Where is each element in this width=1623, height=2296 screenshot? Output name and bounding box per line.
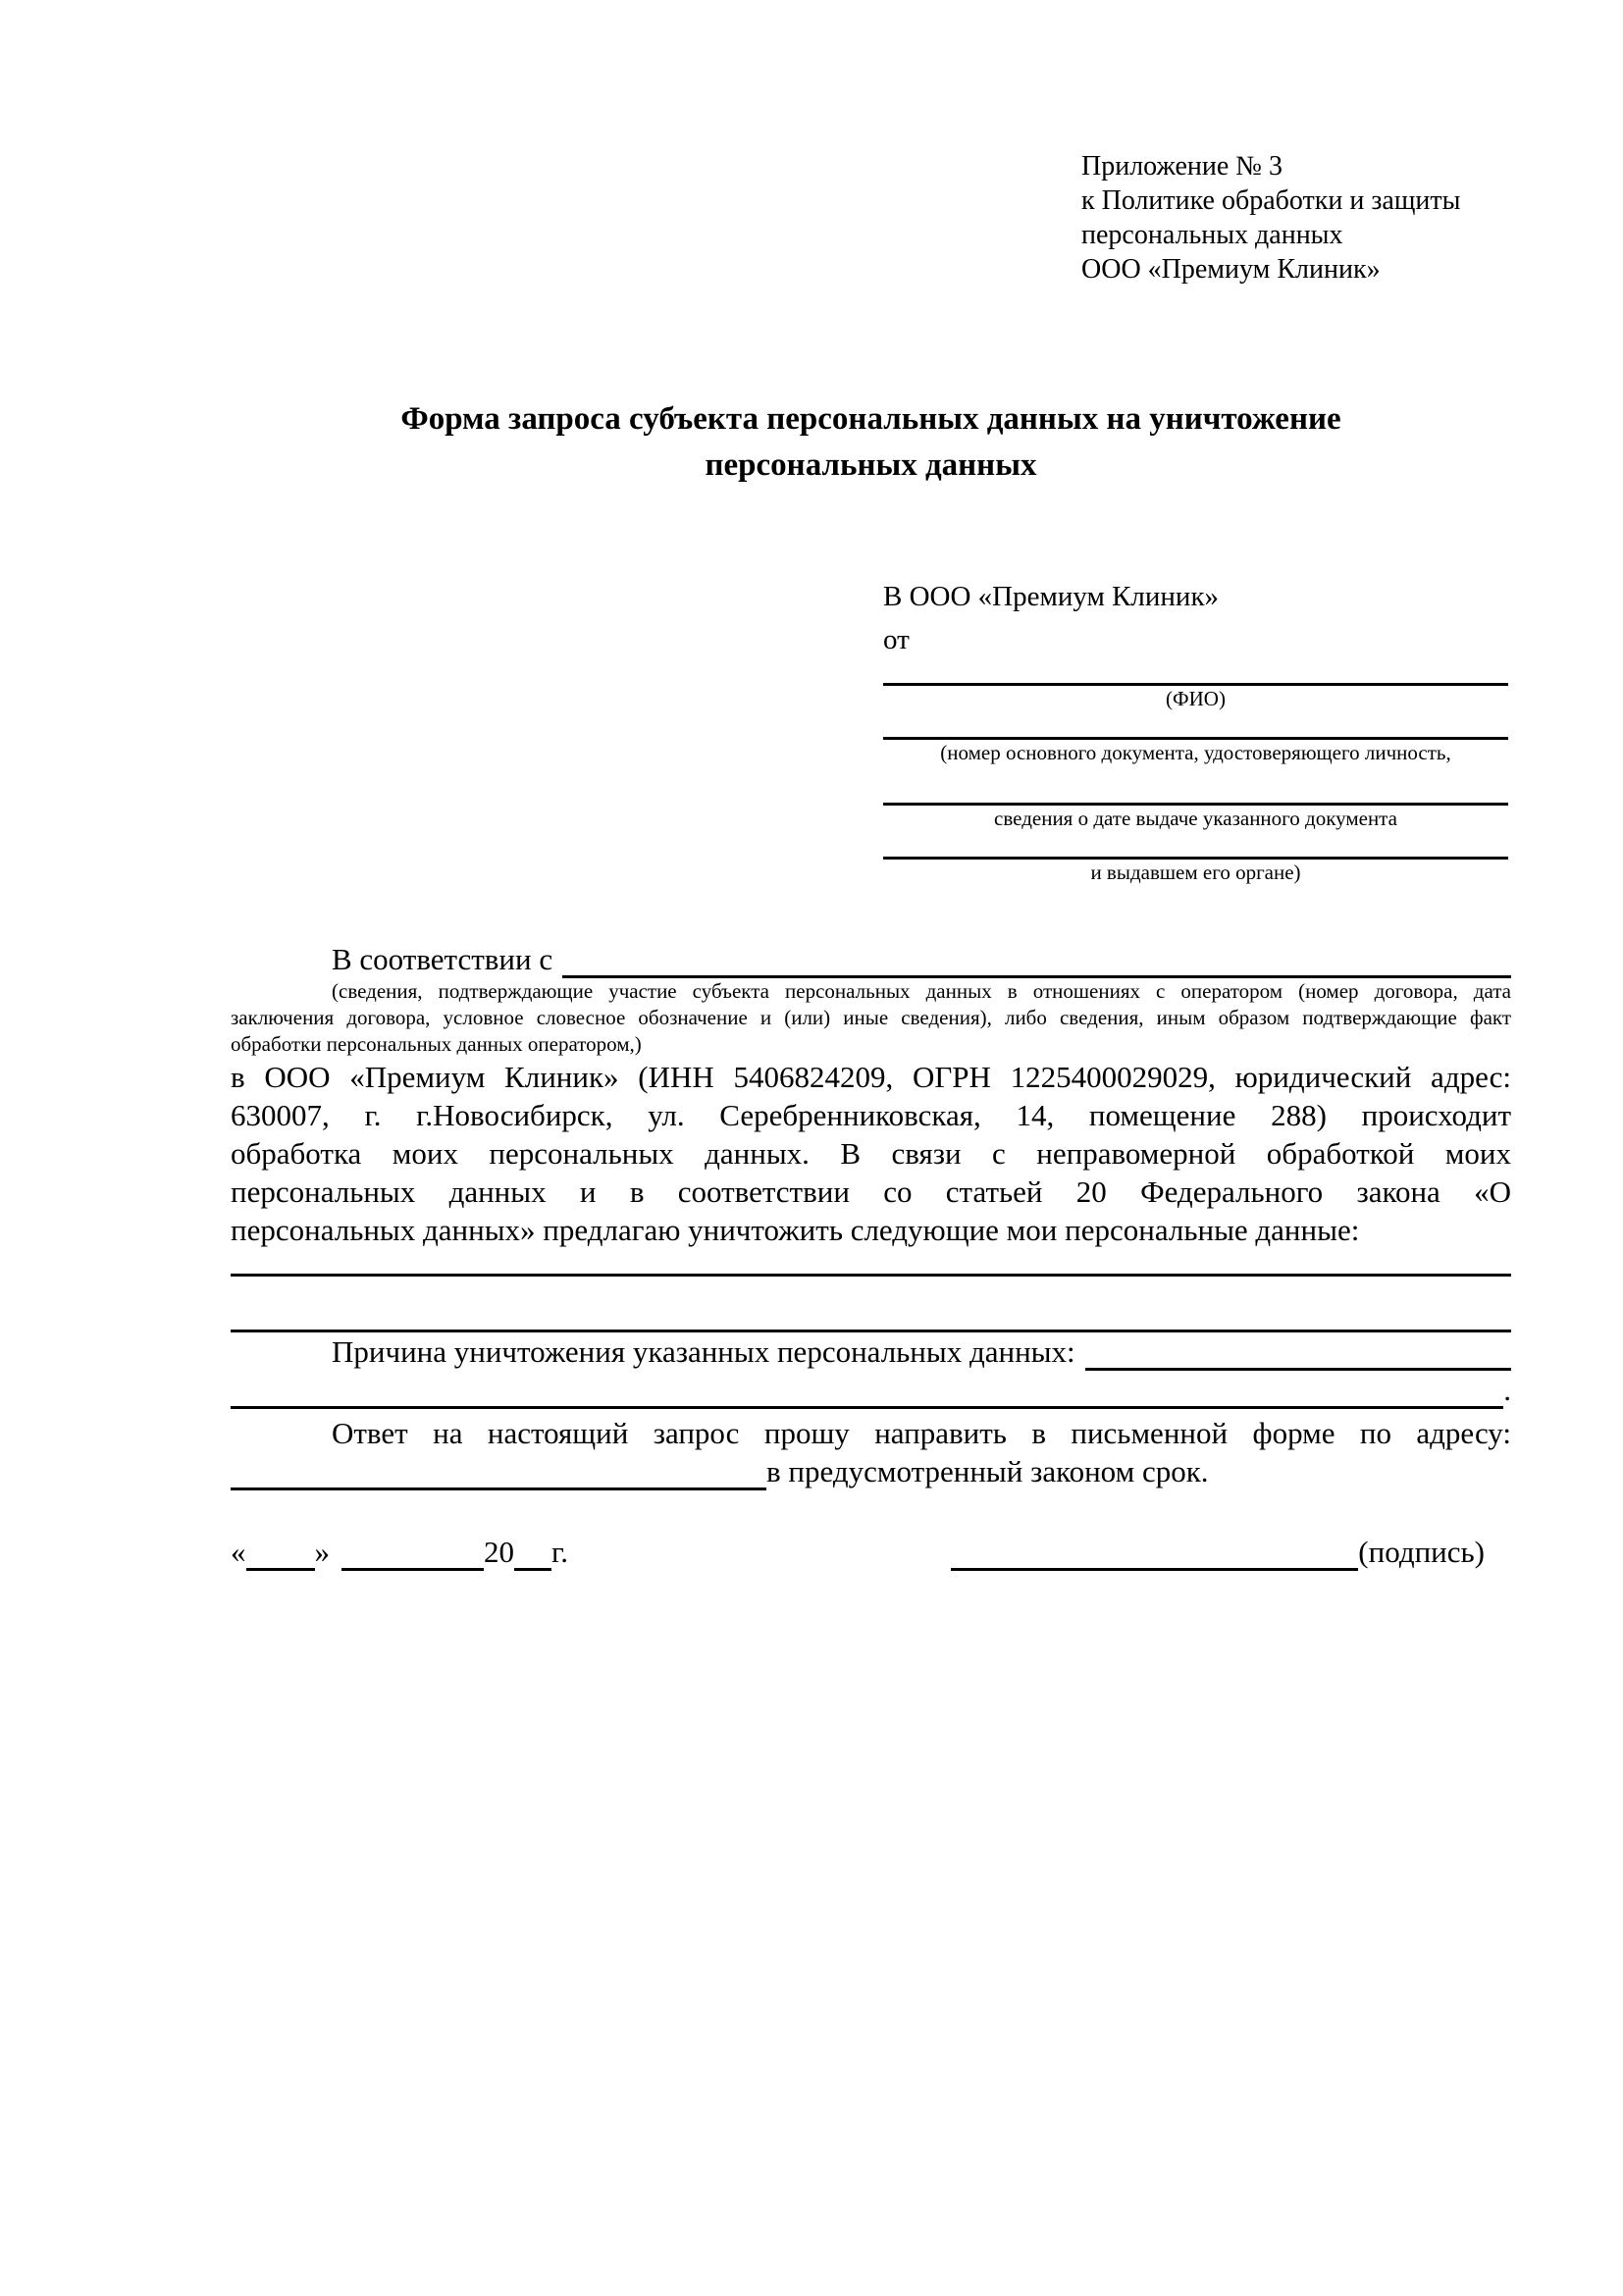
reason-blank-line: [1085, 1360, 1511, 1371]
personal-data-blank-line: [231, 1277, 1511, 1332]
appendix-line: персональных данных: [1081, 220, 1343, 250]
reason-end-period: .: [1503, 1373, 1511, 1407]
addressee-to: В ООО «Премиум Клиник»: [883, 581, 1220, 612]
body-line: персональных данных» предлагаю уничтожить следующие мои персональные данные:: [231, 1213, 1360, 1247]
reason-row: [231, 1332, 1511, 1371]
signature-group: [951, 1533, 1485, 1571]
appendix-line: Приложение № 3: [1081, 151, 1283, 182]
body-line: 630007, г. г.Новосибирск, ул. Серебренниковская, 14, помещение 288) происходит: [231, 1098, 1511, 1132]
date-year-suffix: г.: [551, 1535, 568, 1569]
accordance-row: [231, 940, 1511, 978]
accordance-lead: В соответствии с: [332, 942, 553, 976]
document-number-caption: (номер основного документа, удостоверяющего личность,: [940, 741, 1451, 764]
appendix-line: к Политике обработки и защиты: [1081, 185, 1461, 216]
date-group: [231, 1533, 568, 1571]
body-paragraph: [231, 1058, 1511, 1249]
document-number-blank-line: [883, 711, 1508, 740]
page-title: [231, 396, 1511, 489]
reply-address-row: [231, 1452, 1511, 1490]
appendix-block: [1081, 149, 1511, 287]
fio-blank-line: [883, 661, 1508, 686]
reply-request-line: Ответ на настоящий запрос прошу направить в письменной форме по адресу:: [332, 1416, 1511, 1450]
addressee-from-label: от: [883, 624, 910, 655]
body-line: обработка моих персональных данных. В связи с неправомерной обработкой моих: [231, 1136, 1511, 1171]
fio-caption: (ФИО): [1166, 687, 1226, 710]
issue-date-caption: сведения о дате выдаче указанного документа: [994, 807, 1397, 830]
accordance-note-line: заключения договора, условное словесное обозначение и (или) иные сведения), либо сведения, иным образом подтверждающие факт: [231, 1006, 1511, 1029]
date-year-blank: [514, 1560, 551, 1571]
accordance-note: [231, 978, 1511, 1058]
body-line: персональных данных и в соответствии со статьей 20 Федерального закона «О: [231, 1174, 1511, 1209]
reason-blank-line-2: [231, 1398, 1503, 1409]
accordance-note-line: (сведения, подтверждающие участие субъекта персональных данных в отношениях с оператором (номер договора, дата: [332, 979, 1511, 1003]
page-title-line: Форма запроса субъекта персональных данных на уничтожение: [400, 401, 1341, 437]
date-year-prefix: 20: [484, 1535, 514, 1569]
reason-label: Причина уничтожения указанных персональных данных:: [332, 1334, 1075, 1369]
date-close-quote: »: [314, 1535, 330, 1569]
accordance-note-line: обработки персональных данных оператором,): [231, 1032, 642, 1056]
signature-blank-line: [951, 1560, 1358, 1571]
issue-date-blank-line: [883, 765, 1508, 806]
deadline-text: в предусмотренный законом срок.: [766, 1454, 1209, 1488]
issuing-authority-caption: и выдавшем его органе): [1090, 861, 1301, 884]
date-open-quote: «: [231, 1535, 246, 1569]
date-month-blank: [341, 1560, 484, 1571]
issuing-authority-blank-line: [883, 831, 1508, 860]
reply-address-blank-line: [231, 1480, 766, 1490]
body-line: в ООО «Премиум Клиник» (ИНН 5406824209, ОГРН 1225400029029, юридический адрес:: [231, 1060, 1511, 1094]
appendix-line: ООО «Премиум Клиник»: [1081, 254, 1381, 285]
personal-data-blank-line: [231, 1249, 1511, 1277]
page-title-line: персональных данных: [705, 447, 1037, 483]
signature-caption: (подпись): [1358, 1535, 1485, 1569]
date-day-blank: [246, 1560, 315, 1571]
date-signature-row: [231, 1533, 1511, 1571]
addressee-block: [883, 575, 1508, 885]
reason-continuation-row: [231, 1371, 1511, 1409]
accordance-blank-line: [562, 967, 1511, 978]
